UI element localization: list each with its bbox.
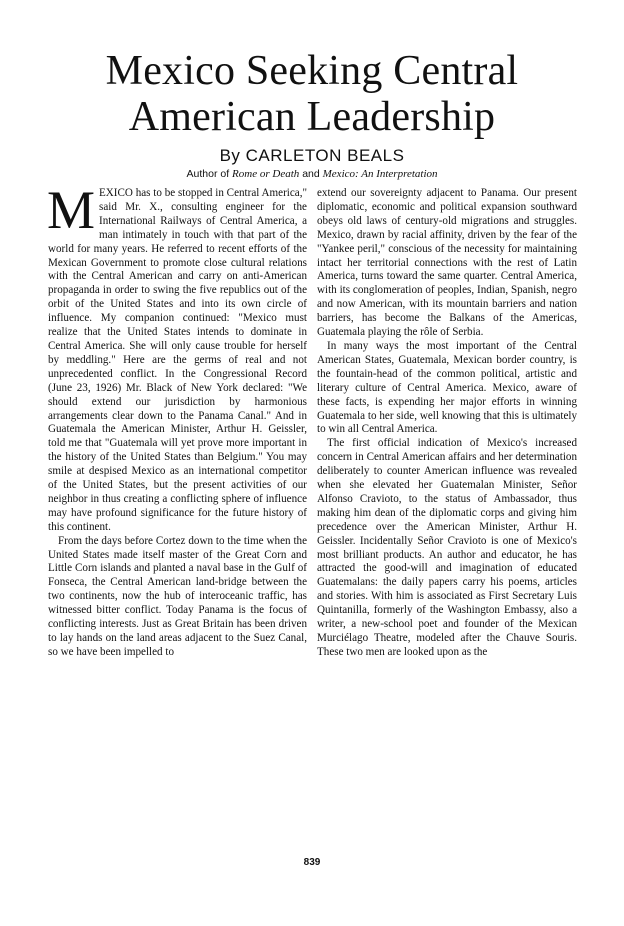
book-title-two: Mexico: An Interpretation xyxy=(322,168,438,180)
left-column xyxy=(47,180,307,660)
article-title: Mexico Seeking Central American Leadership xyxy=(105,48,519,140)
paragraph-text: EXICO has to be stopped in Central America," said Mr. X., consulting engineer for the International Railways of Central America, a man intimately in touch with that part of the world for many years. He referred to recent efforts of the Mexican Government to promote close cultural relations with the Central American and carry on anti-American propaganda in order to swing the five republics out of the orbit of the United States and into its own circle of influence. My companion continued: "Mexico must realize that the United States intends to dominate in Central America. She will only cause trouble for herself by meddling." Here are the germs of real and not unprecedented conflict. In the Congressional Record (June 23, 1926) Mr. Black of New York declared: "We should extend our jurisdiction by harmonious arrangements clear down to the Panama Canal." And in Guatemala the American Minister, Arthur H. Geissler, told me that "Guatemala will yet prove more important in the history of the United States than Belgium." You may smile at despised Mexico as an international competitor of the United States, but the present activities of our neighbor in thus creating a conflicting sphere of influence may have profound significance for the future history of this continent. xyxy=(48,187,307,533)
right-column xyxy=(317,187,577,660)
byline-prefix: By xyxy=(219,146,241,165)
book-title-one: Rome or Death xyxy=(232,168,300,180)
credit-prefix: Author of xyxy=(186,168,230,180)
paragraph xyxy=(47,180,307,535)
author-name: CARLETON BEALS xyxy=(245,146,405,165)
paragraph: extend our sovereignty adjacent to Panama. Our present diplomatic, economic and political expansion southward obeys old laws of century-old migrations and struggles. Mexico, drawn by racial affinity, driven by the fear of the "Yankee peril," conscious of the necessity for maintaining intact her territorial connections with the rest of Latin America, turns toward the same quarter. Central America, with its conglomeration of peoples, Indian, Spanish, negro and now American, with its mountain barriers and nation barriers, has become the Balkans of the Americas, Guatemala playing the rôle of Serbia. xyxy=(317,187,577,339)
paragraph: From the days before Cortez down to the time when the United States made itself master of the Great Corn and Little Corn islands and planted a naval base in the Gulf of Fonseca, the Central American land-bridge between the two continents, now the hub of interoceanic traffic, has witnessed bitter conflict. Today Panama is the focus of conflicting interests. Just as Great Britain has been driven to lay hands on the land areas adjacent to the Suez Canal, so we have been impelled to xyxy=(48,534,307,658)
page-number: 839 xyxy=(303,857,321,868)
drop-cap: M xyxy=(47,180,96,240)
paragraph: The first official indication of Mexico's increased concern in Central American affairs and her determination deliberately to counter American influence was revealed when she elevated her Guatemalan Minister, Señor Alfonso Cravioto, to the status of Ambassador, thus making him dean of the diplomatic corps and giving him precedence over the American Minister, Arthur H. Geissler. Incidentally Señor Cravioto is one of Mexico's most brilliant products. An author and educator, he has attracted the good-will and imagination of educated Guatemalans: the daily papers carry his poems, articles and stories. With him is associated as First Secretary Luis Quintanilla, formerly of the Washington Embassy, also a writer, a new-school poet and founder of the Mexican Murciélago Theatre, modeled after the Chauve Souris. These two men are looked upon as the xyxy=(317,437,577,658)
credit-and: and xyxy=(302,168,320,180)
paragraph: In many ways the most important of the Central American States, Guatemala, Mexican border country, is the fountain-head of the common political, artistic and literary culture of Central America. Mexico, aware of these facts, is expending her major efforts in winning Guatemala to her side, well knowing that this is ultimately to win all Central America. xyxy=(317,339,577,436)
byline xyxy=(0,146,624,166)
